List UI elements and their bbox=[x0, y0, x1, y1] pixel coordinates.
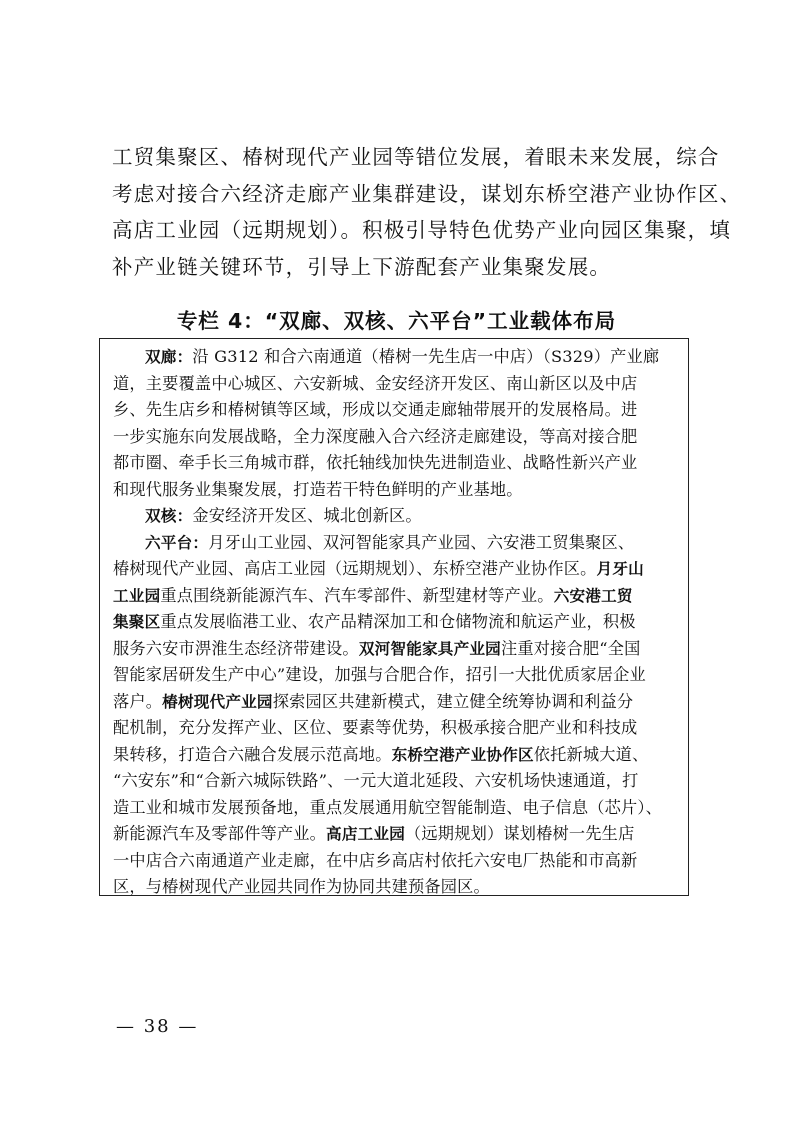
box-title: 专栏 4：“双廊、双核、六平台”工业载体布局 bbox=[176, 309, 617, 333]
column-box-content bbox=[113, 344, 679, 901]
intro-paragraph bbox=[112, 139, 742, 285]
shuanghe-park-heading: 双河智能家具产业园 bbox=[358, 639, 501, 658]
liupingtai-line: 一中店合六南通道产业走廊，在中店乡高店村依托六安电厂热能和市高新 bbox=[113, 850, 638, 870]
liupingtai-line: 服务六安市淠淮生态经济带建设。双河智能家具产业园注重对接合肥“全国 bbox=[113, 638, 641, 658]
chunshu-park-heading: 椿树现代产业园 bbox=[162, 692, 273, 711]
yueyashan-heading: 月牙山 bbox=[596, 560, 644, 578]
liupingtai-line: 新能源汽车及零部件等产业。高店工业园（远期规划）谋划椿树一先生店 bbox=[113, 824, 635, 843]
shuanglang-label: 双廊： bbox=[145, 348, 193, 366]
liuangang-heading: 集聚区 bbox=[113, 613, 161, 631]
liupingtai-line: 椿树现代产业园、高店工业园（远期规划）、东桥空港产业协作区。月牙山 bbox=[113, 559, 644, 578]
liupingtai-line: 工业园重点围绕新能源汽车、汽车零部件、新型建材等产业。六安港工贸 bbox=[113, 585, 633, 605]
intro-line: 高店工业园（远期规划）。积极引导特色优势产业向园区集聚，填 bbox=[112, 218, 732, 242]
yueyashan-heading: 工业园 bbox=[113, 586, 161, 605]
intro-line: 工贸集聚区、椿树现代产业园等错位发展，着眼未来发展，综合 bbox=[112, 145, 720, 169]
intro-line: 考虑对接合六经济走廊产业集群建设，谋划东桥空港产业协作区、 bbox=[112, 181, 742, 206]
liupingtai-line: 区，与椿树现代产业园共同作为协同共建预备园区。 bbox=[113, 877, 490, 896]
shuanglang-line: 一步实施东向发展战略，全力深度融入合六经济走廊建设，等高对接合肥 bbox=[113, 426, 638, 446]
shuanglang-line: 乡、先生店乡和椿树镇等区域，形成以交通走廊轴带展开的发展格局。进 bbox=[113, 400, 638, 419]
liupingtai-line: “六安东”和“合新六城际铁路”、一元大道北延段、六安机场快速通道，打 bbox=[113, 771, 639, 790]
shuanglang-line: 双廊：沿 G312 和合六南通道（椿树一先生店一中店）（S329）产业廊 bbox=[145, 347, 660, 366]
shuanglang-line: 和现代服务业集聚发展，打造若干特色鲜明的产业基地。 bbox=[113, 479, 523, 499]
shuanghe-label: 双核： bbox=[145, 507, 193, 525]
gaodian-park-heading: 高店工业园 bbox=[326, 825, 406, 843]
liupingtai-line: 果转移，打造合六融合发展示范高地。东桥空港产业协作区依托新城大道、 bbox=[113, 744, 649, 764]
liupingtai-line: 六平台：月牙山工业园、双河智能家具产业园、六安港工贸集聚区、 bbox=[145, 532, 635, 552]
liupingtai-line: 配机制，充分发挥产业、区位、要素等优势，积极承接合肥产业和科技成 bbox=[113, 718, 638, 737]
page-number: — 38 — bbox=[116, 1016, 199, 1037]
liupingtai-line: 集聚区重点发展临港工业、农产品精深加工和仓储物流和航运产业，积极 bbox=[113, 612, 636, 631]
column-box bbox=[99, 338, 689, 896]
intro-line: 补产业链关键环节，引导上下游配套产业集聚发展。 bbox=[112, 254, 612, 279]
liupingtai-line: 造工业和城市发展预备地，重点发展通用航空智能制造、电子信息（芯片）、 bbox=[113, 797, 663, 817]
shuanghe-line: 双核：金安经济开发区、城北创新区。 bbox=[145, 506, 422, 525]
liupingtai-line: 智能家居研发生产中心”建设，加强与合肥合作，招引一大批优质家居企业 bbox=[113, 665, 646, 684]
shuanglang-line: 道，主要覆盖中心城区、六安新城、金安经济开发区、南山新区以及中店 bbox=[113, 373, 638, 393]
dongqiao-park-heading: 东桥空港产业协作区 bbox=[391, 745, 534, 764]
liupingtai-label: 六平台： bbox=[145, 533, 209, 552]
liupingtai-line: 落户。椿树现代产业园探索园区共建新模式，建立健全统筹协调和利益分 bbox=[113, 691, 634, 711]
shuanglang-line: 都市圈、牵手长三角城市群，依托轴线加快先进制造业、战略性新兴产业 bbox=[113, 453, 638, 472]
liuangang-heading: 六安港工贸 bbox=[553, 586, 633, 605]
